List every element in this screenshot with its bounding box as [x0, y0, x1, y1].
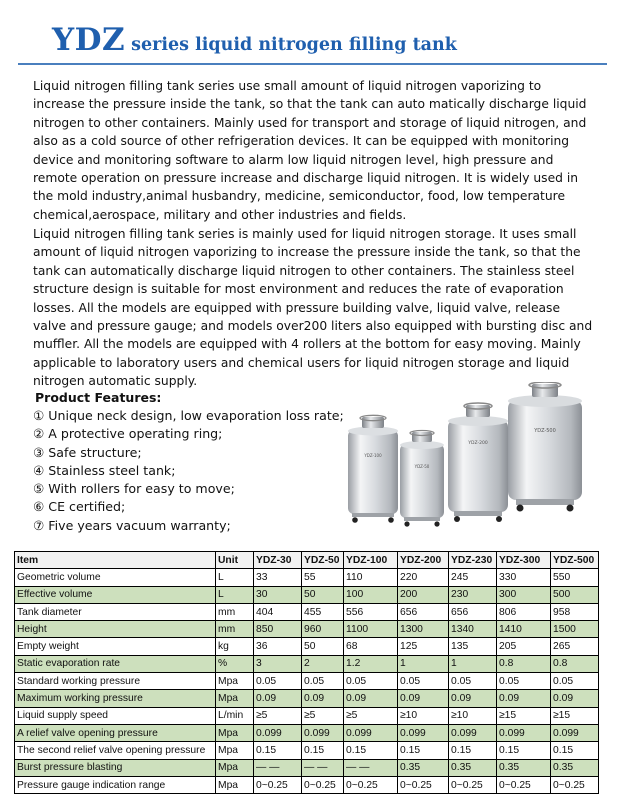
row-unit: Mpa [216, 759, 254, 776]
table-cell: ≥10 [449, 707, 497, 724]
table-cell: 0.05 [254, 673, 302, 690]
row-unit: kg [216, 638, 254, 655]
table-row [15, 603, 599, 620]
table-cell: 850 [254, 621, 302, 638]
table-cell: 0.09 [497, 690, 551, 707]
row-label: Effective volume [15, 586, 216, 603]
table-cell: 0.09 [254, 690, 302, 707]
product-photo [336, 382, 598, 532]
table-cell: 265 [551, 638, 599, 655]
table-cell: 0.099 [254, 724, 302, 741]
row-unit: L [216, 586, 254, 603]
table-cell: 1 [398, 655, 449, 672]
table-cell: 1 [449, 655, 497, 672]
table-cell: 135 [449, 638, 497, 655]
feature-item: ④ Stainless steel tank; [33, 462, 176, 478]
table-cell: 0.099 [398, 724, 449, 741]
table-cell: — — [344, 759, 398, 776]
table-cell: 500 [551, 586, 599, 603]
table-cell: 1410 [497, 621, 551, 638]
table-cell: 0.8 [497, 655, 551, 672]
table-row [15, 742, 599, 759]
table-cell: 0.35 [398, 759, 449, 776]
table-cell: ≥5 [302, 707, 344, 724]
table-row [15, 655, 599, 672]
table-cell: 0.35 [497, 759, 551, 776]
table-row [15, 638, 599, 655]
table-cell: 0.05 [398, 673, 449, 690]
table-cell: 0.35 [551, 759, 599, 776]
table-row [15, 776, 599, 793]
table-cell: 455 [302, 603, 344, 620]
table-cell: 0.15 [449, 742, 497, 759]
table-cell: 0~0.25 [449, 776, 497, 793]
row-label: Standard working pressure [15, 673, 216, 690]
table-cell: 0.09 [551, 690, 599, 707]
table-row [15, 569, 599, 586]
title-model: YDZ [52, 22, 126, 58]
table-cell: ≥15 [551, 707, 599, 724]
row-label: The second relief valve opening pressure [15, 742, 216, 759]
table-cell: 0.09 [449, 690, 497, 707]
header-model: YDZ-30 [254, 552, 302, 569]
header-unit: Unit [216, 552, 254, 569]
header-model: YDZ-200 [398, 552, 449, 569]
table-cell: 220 [398, 569, 449, 586]
table-cell: 200 [398, 586, 449, 603]
table-cell: 0.15 [398, 742, 449, 759]
table-cell: 0.099 [302, 724, 344, 741]
intro-paragraph-2: Liquid nitrogen filling tank series is mainly used for liquid nitrogen storage. It uses small amount of liquid nitrogen vaporizing to increase the pressure inside the tank, so that the tank can automatically discharge liquid nitrogen to other containers. The stainless steel structure design is suitable for most environment and reduces the rate of evaporation losses. All the models are equipped with pressure building valve, liquid valve, release valve and pressure gauge; and models over200 liters also equipped with bursting disc and muffler. All the models are equipped with 4 rollers at the bottom for easy moving. Mainly applicable to laboratory users and chemical users for liquid nitrogen storage and liquid nitrogen automatic supply. [33, 227, 593, 389]
table-cell: 0.05 [497, 673, 551, 690]
table-cell: 100 [344, 586, 398, 603]
table-cell: 1300 [398, 621, 449, 638]
row-label: Pressure gauge indication range [15, 776, 216, 793]
table-row [15, 707, 599, 724]
table-cell: 3 [254, 655, 302, 672]
table-cell: 550 [551, 569, 599, 586]
table-cell: 0.35 [449, 759, 497, 776]
row-unit: L/min [216, 707, 254, 724]
table-cell: 1100 [344, 621, 398, 638]
table-cell: 330 [497, 569, 551, 586]
table-cell: — — [254, 759, 302, 776]
table-header-row [15, 552, 599, 569]
table-cell: 806 [497, 603, 551, 620]
table-cell: 50 [302, 586, 344, 603]
table-cell: 656 [449, 603, 497, 620]
table-row [15, 621, 599, 638]
table-cell: 0.15 [254, 742, 302, 759]
row-label: Geometric volume [15, 569, 216, 586]
feature-item: ① Unique neck design, low evaporation loss rate; [33, 408, 344, 423]
title-text: series liquid nitrogen filling tank [131, 35, 457, 55]
table-cell: 0.099 [449, 724, 497, 741]
table-cell: 0.09 [398, 690, 449, 707]
features-heading: Product Features: [35, 390, 162, 405]
table-cell: 0.09 [302, 690, 344, 707]
table-cell: 30 [254, 586, 302, 603]
table-cell: 0~0.25 [254, 776, 302, 793]
row-label: Liquid supply speed [15, 707, 216, 724]
table-cell: ≥10 [398, 707, 449, 724]
table-cell: 0.05 [302, 673, 344, 690]
row-label: Tank diameter [15, 603, 216, 620]
features-list [33, 407, 344, 535]
table-cell: 0.05 [344, 673, 398, 690]
feature-item: ② A protective operating ring; [33, 426, 223, 442]
table-cell: 0.15 [302, 742, 344, 759]
table-cell: 0.09 [344, 690, 398, 707]
table-cell: 68 [344, 638, 398, 655]
table-cell: 1.2 [344, 655, 398, 672]
row-label: Empty weight [15, 638, 216, 655]
table-row [15, 724, 599, 741]
table-cell: 0~0.25 [551, 776, 599, 793]
row-unit: % [216, 655, 254, 672]
table-cell: 33 [254, 569, 302, 586]
tank-ydz-100 [348, 415, 398, 523]
table-cell: ≥5 [344, 707, 398, 724]
page-title [52, 22, 612, 62]
table-cell: 1340 [449, 621, 497, 638]
row-label: Burst pressure blasting [15, 759, 216, 776]
table-cell: 245 [449, 569, 497, 586]
table-cell: 230 [449, 586, 497, 603]
table-cell: 958 [551, 603, 599, 620]
table-cell: 960 [302, 621, 344, 638]
table-row [15, 586, 599, 603]
table-cell: 0~0.25 [344, 776, 398, 793]
table-cell: ≥5 [254, 707, 302, 724]
table-cell: ≥15 [497, 707, 551, 724]
feature-item: ⑤ With rollers for easy to move; [33, 481, 235, 497]
table-cell: 125 [398, 638, 449, 655]
tank-label: YDZ-200 [468, 441, 488, 446]
intro-paragraph-1: Liquid nitrogen filling tank series use small amount of liquid nitrogen vaporizing to increase the pressure inside the tank, so that the tank can auto matically discharge liquid nitrogen to other containers. Mainly used for transport and storage of liquid nitrogen, and also as a cold source of other refrigeration devices. It can be equipped with monitoring device and monitoring software to alarm low liquid nitrogen level, high pressure and remote operation on pressure increase and discharge liquid nitrogen. It is widely used in the mold industry,animal husbandry, medicine, semiconductor, food, low temperature chemical,aerospace, military and other industries and fields. [33, 79, 587, 222]
header-model: YDZ-230 [449, 552, 497, 569]
row-unit: Mpa [216, 673, 254, 690]
table-cell: 0.15 [497, 742, 551, 759]
table-cell: — — [302, 759, 344, 776]
table-cell: 656 [398, 603, 449, 620]
table-cell: 0.05 [551, 673, 599, 690]
table-cell: 55 [302, 569, 344, 586]
row-unit: mm [216, 603, 254, 620]
tank-label: YDZ-50 [414, 464, 430, 469]
title-underline [18, 63, 607, 65]
tank-ydz-500 [508, 382, 582, 512]
tank-label: YDZ-100 [364, 453, 382, 458]
row-unit: mm [216, 621, 254, 638]
header-item: Item [15, 552, 216, 569]
table-row [15, 690, 599, 707]
header-model: YDZ-100 [344, 552, 398, 569]
row-unit: Mpa [216, 776, 254, 793]
row-unit: L [216, 569, 254, 586]
tank-label: YDZ-500 [534, 428, 556, 434]
table-cell: 0~0.25 [497, 776, 551, 793]
header-model: YDZ-50 [302, 552, 344, 569]
row-unit: Mpa [216, 690, 254, 707]
table-cell: 36 [254, 638, 302, 655]
table-cell: 0.05 [449, 673, 497, 690]
table-cell: 50 [302, 638, 344, 655]
table-cell: 0.15 [344, 742, 398, 759]
table-cell: 404 [254, 603, 302, 620]
row-label: A relief valve opening pressure [15, 724, 216, 741]
table-cell: 0.099 [551, 724, 599, 741]
table-cell: 1500 [551, 621, 599, 638]
header-model: YDZ-300 [497, 552, 551, 569]
table-cell: 0.15 [551, 742, 599, 759]
table-cell: 0.8 [551, 655, 599, 672]
row-unit: Mpa [216, 742, 254, 759]
table-cell: 110 [344, 569, 398, 586]
tank-ydz-200 [448, 403, 508, 522]
feature-item: ⑥ CE certified; [33, 499, 126, 515]
table-cell: 0~0.25 [398, 776, 449, 793]
row-label: Maximum working pressure [15, 690, 216, 707]
row-unit: Mpa [216, 724, 254, 741]
table-row [15, 759, 599, 776]
table-cell: 556 [344, 603, 398, 620]
row-label: Height [15, 621, 216, 638]
spec-table [14, 551, 599, 794]
feature-item: ③ Safe structure; [33, 444, 142, 460]
table-cell: 205 [497, 638, 551, 655]
row-label: Static evaporation rate [15, 655, 216, 672]
table-cell: 0~0.25 [302, 776, 344, 793]
feature-item: ⑦ Five years vacuum warranty; [33, 517, 231, 533]
header-model: YDZ-500 [551, 552, 599, 569]
table-cell: 0.099 [497, 724, 551, 741]
table-cell: 0.099 [344, 724, 398, 741]
table-row [15, 673, 599, 690]
table-cell: 300 [497, 586, 551, 603]
table-cell: 2 [302, 655, 344, 672]
tank-ydz-50 [400, 431, 444, 527]
